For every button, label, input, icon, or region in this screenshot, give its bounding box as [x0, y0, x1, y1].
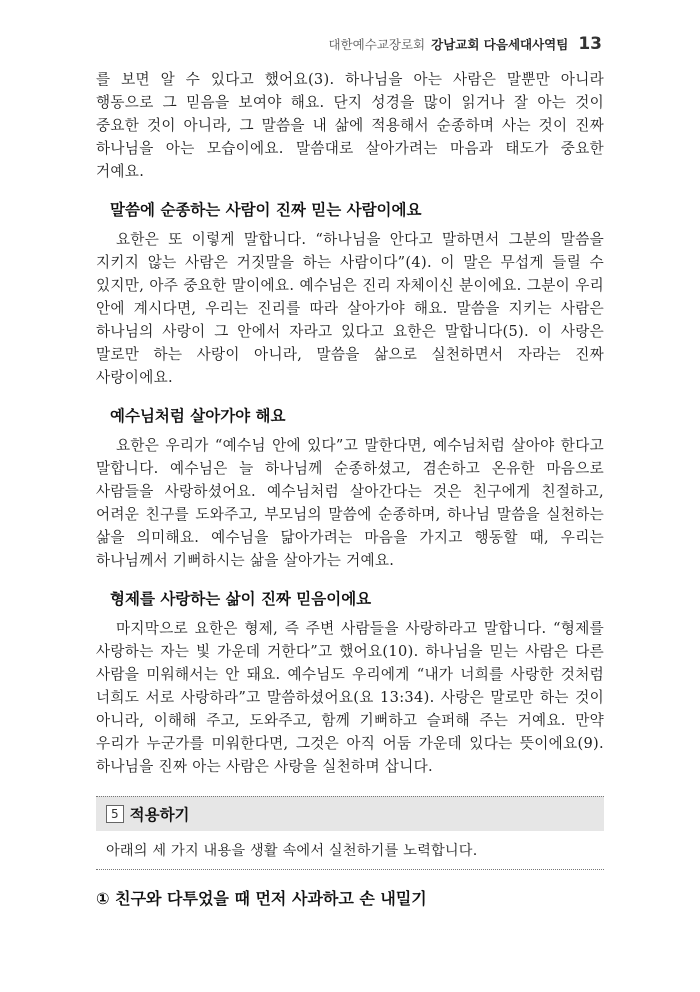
- apply-item-1: ① 친구와 다투었을 때 먼저 사과하고 손 내밀기: [96, 889, 427, 908]
- header-church: 대한예수교장로회: [328, 37, 426, 52]
- apply-section-number: 5: [106, 805, 124, 823]
- apply-description: 아래의 세 가지 내용을 생활 속에서 실천하기를 노력합니다.: [96, 831, 604, 870]
- page-number: 13: [578, 34, 602, 54]
- section-heading-live-like-jesus: 예수님처럼 살아가야 해요: [110, 407, 286, 425]
- page-content: [96, 68, 604, 909]
- header-name: 강남교회 다음세대사역팀: [431, 37, 569, 52]
- paragraph-obedience: 요한은 또 이렇게 말합니다. “하나님을 안다고 말하면서 그분의 말씀을 지키지 않는 사람은 거짓말을 하는 사람이다”(4). 이 말은 무섭게 들릴 수 있지만, 아주 중요한 말이에요. 예수님은 진리 자체이신 분이에요. 그분이 우리 안에 계시다면, 우리는 진리를 따라 살아가야 해요. 말씀을 지키는 사람은 하나님의 사랑이 그 안에서 자라고 있다고 요한은 말합니다(5). 이 사랑은 말로만 하는 사랑이 아니라, 말씀을 삶으로 실천하면서 자라는 진짜 사랑이에요.: [96, 231, 604, 386]
- page-header: [329, 34, 602, 54]
- section-heading-love-brothers: 형제를 사랑하는 삶이 진짜 믿음이에요: [110, 590, 372, 608]
- apply-section-title: 적용하기: [129, 806, 190, 824]
- apply-section-header: [96, 796, 604, 831]
- section-heading-obedience: 말씀에 순종하는 사람이 진짜 믿는 사람이에요: [110, 201, 422, 219]
- paragraph-live-like-jesus: 요한은 우리가 “예수님 안에 있다”고 말한다면, 예수님처럼 살아야 한다고 말합니다. 예수님은 늘 하나님께 순종하셨고, 겸손하고 온유한 마음으로 사람들을 사랑하셨어요. 예수님처럼 살아간다는 것은 친구에게 친절하고, 어려운 친구를 도와주고, 부모님의 말씀에 순종하며, 하나님 말씀을 실천하는 삶을 의미해요. 예수님을 닮아가려는 마음을 가지고 행동할 때, 우리는 하나님께서 기뻐하시는 삶을 살아가는 거예요.: [96, 437, 604, 569]
- paragraph-love-brothers: 마지막으로 요한은 형제, 즉 주변 사람들을 사랑하라고 말합니다. “형제를 사랑하는 자는 빛 가운데 거한다”고 했어요(10). 하나님을 믿는 사람은 다른 사람을 미워해서는 안 돼요. 예수님도 우리에게 “내가 너희를 사랑한 것처럼 너희도 서로 사랑하라”고 말씀하셨어요(요 13:34). 사랑은 말로만 하는 것이 아니라, 이해해 주고, 도와주고, 함께 기뻐하고 슬퍼해 주는 거예요. 만약 우리가 누군가를 미워한다면, 그것은 아직 어둠 가운데 있다는 뜻이에요(9). 하나님을 진짜 아는 사람은 사랑을 실천하며 삽니다.: [96, 620, 604, 775]
- paragraph-continued: 를 보면 알 수 있다고 했어요(3). 하나님을 아는 사람은 말뿐만 아니라 행동으로 그 믿음을 보여야 해요. 단지 성경을 많이 읽거나 잘 아는 것이 중요한 것이 아니라, 그 말씀을 내 삶에 적용해서 순종하며 사는 것이 진짜 하나님을 아는 모습이에요. 말씀대로 살아가려는 마음과 태도가 중요한 거예요.: [96, 71, 604, 180]
